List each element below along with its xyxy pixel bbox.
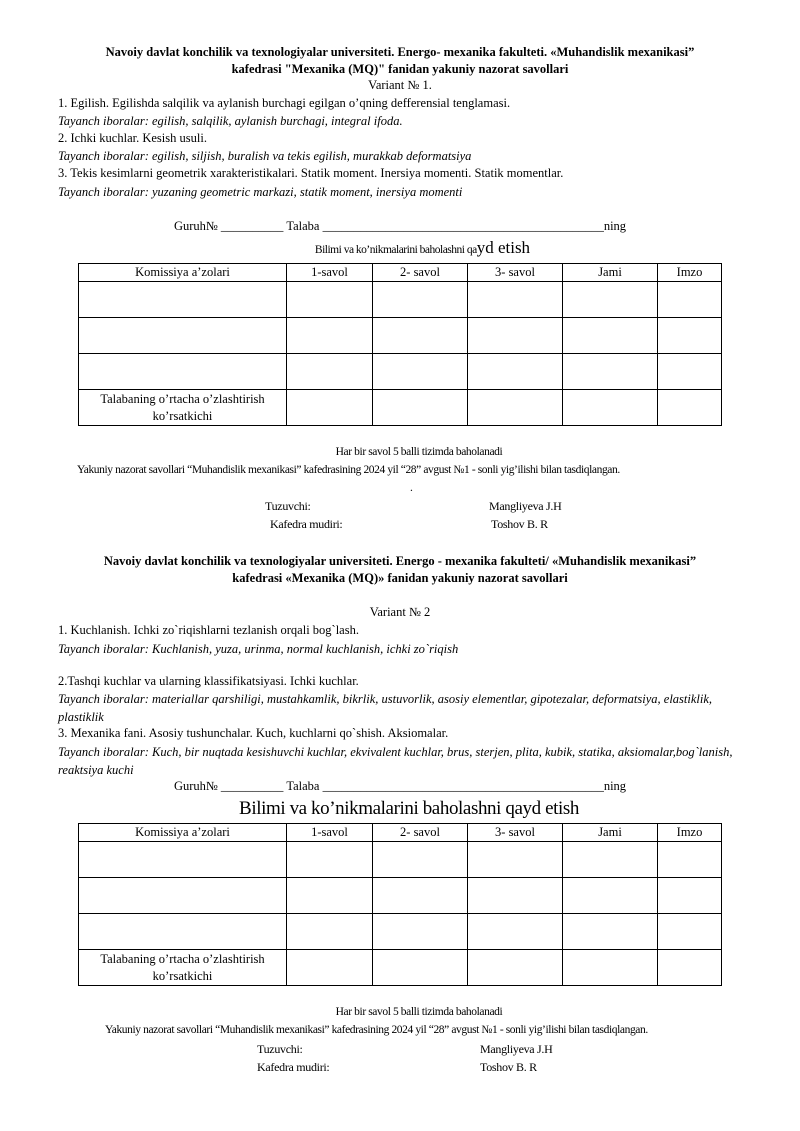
table-row (79, 282, 722, 318)
table-row (79, 318, 722, 354)
table-row-average (79, 390, 722, 426)
v1-keywords-2 (58, 147, 748, 165)
v2-keywords-label: Tayanch iboralar: (58, 642, 149, 656)
v1-question-1: 1. Egilish. Egilishda salqilik va aylanish burchagi egilgan o’qning defferensial tenglamasi. (58, 96, 511, 110)
table-cell[interactable] (563, 282, 658, 318)
v1-grading-table (78, 263, 722, 426)
table-cell[interactable] (468, 354, 563, 390)
table-header: Komissiya a’zolari (79, 824, 287, 842)
v2-head-name: Toshov B. R (480, 1060, 537, 1074)
table-cell[interactable] (373, 842, 468, 878)
table-cell[interactable] (287, 390, 373, 426)
v1-question-3: 3. Tekis kesimlarni geometrik xarakteristikalari. Statik moment. Inersiya momenti. Statik momentlar. (58, 166, 564, 180)
table-cell[interactable] (658, 914, 722, 950)
v1-head-label: Kafedra mudiri: (270, 517, 343, 531)
v1-question-2: 2. Ichki kuchlar. Kesish usuli. (58, 131, 207, 145)
v1-keywords-3 (58, 183, 748, 201)
v2-head-label: Kafedra mudiri: (257, 1060, 330, 1074)
v1-assessment-title-small: Bilimi va ko’nikmalarini baholashni qa (314, 244, 477, 256)
v2-keywords-2 (58, 690, 748, 726)
table-cell[interactable] (373, 318, 468, 354)
v2-author-label: Tuzuvchi: (257, 1042, 303, 1056)
table-header: Imzo (658, 264, 722, 282)
table-cell[interactable] (468, 318, 563, 354)
v2-question-1: 1. Kuchlanish. Ichki zo`riqishlarni tezlanish orqali bog`lash. (58, 623, 359, 637)
table-row (79, 354, 722, 390)
table-header: Komissiya a’zolari (79, 264, 287, 282)
table-header: 2- savol (373, 264, 468, 282)
table-cell[interactable] (563, 318, 658, 354)
v2-keywords-text: : Kuch, bir nuqtada kesishuvchi kuchlar, ekvivalent kuchlar, brus, sterjen, plita, kubik, statika, aksiomalar,bog`lanish, reaktsiya kuchi (58, 745, 733, 777)
v1-keywords-label: Tayanch iboralar: (58, 185, 149, 199)
table-header: Jami (563, 264, 658, 282)
table-cell[interactable] (287, 354, 373, 390)
table-cell[interactable] (79, 354, 287, 390)
table-header: 1-savol (287, 824, 373, 842)
table-cell[interactable] (658, 878, 722, 914)
average-row-label: Talabaning o’rtacha o’zlashtirish ko’rsatkichi (79, 390, 287, 426)
v2-title-line2: kafedrasi «Mexanika (MQ)» fanidan yakuniy nazorat savollari (232, 571, 568, 585)
v1-assessment-title (0, 236, 800, 260)
table-row (79, 878, 722, 914)
v2-group-student-line: Guruh№ __________ Talaba _____________________________________________ning (173, 779, 627, 793)
v2-approval-note: Yakuniy nazorat savollari “Muhandislik mexanikasi” kafedrasining 2024 yil “28” avgust №1 - sonli yig’ilishi bilan tasdiqlangan. (105, 1024, 648, 1036)
table-cell[interactable] (658, 390, 722, 426)
table-cell[interactable] (373, 390, 468, 426)
table-cell[interactable] (563, 354, 658, 390)
v2-assessment-title: Bilimi va ko’nikmalarini baholashni qayd etish (239, 798, 579, 819)
v2-keywords-label: Tayanch iboralar (58, 745, 145, 759)
table-header: 1-savol (287, 264, 373, 282)
v1-keywords-label: Tayanch iboralar: (58, 114, 149, 128)
table-cell[interactable] (373, 878, 468, 914)
v1-approval-note: Yakuniy nazorat savollari “Muhandislik mexanikasi” kafedrasining 2024 yil “28” avgust №1 - sonli yig’ilishi bilan tasdiqlangan. (77, 464, 620, 476)
table-cell[interactable] (287, 914, 373, 950)
table-cell[interactable] (287, 842, 373, 878)
table-cell[interactable] (373, 950, 468, 986)
v2-question-2: 2.Tashqi kuchlar va ularning klassifikatsiyasi. Ichki kuchlar. (58, 674, 359, 688)
v1-head-name: Toshov B. R (491, 517, 548, 531)
table-cell[interactable] (373, 354, 468, 390)
table-cell[interactable] (563, 842, 658, 878)
table-cell[interactable] (563, 950, 658, 986)
table-cell[interactable] (468, 282, 563, 318)
v1-title-line2: kafedrasi "Mexanika (MQ)" fanidan yakuniy nazorat savollari (231, 62, 569, 76)
v1-author-label: Tuzuvchi: (265, 499, 311, 513)
table-cell[interactable] (468, 842, 563, 878)
v1-keywords-text: egilish, salqilik, aylanish burchagi, integral ifoda. (148, 114, 403, 128)
table-header: 3- savol (468, 824, 563, 842)
table-cell[interactable] (658, 354, 722, 390)
table-cell[interactable] (563, 878, 658, 914)
table-cell[interactable] (658, 282, 722, 318)
table-header: Imzo (658, 824, 722, 842)
v1-author-name: Mangliyeva J.H (489, 499, 562, 513)
table-cell[interactable] (468, 390, 563, 426)
table-row (79, 842, 722, 878)
table-cell[interactable] (563, 390, 658, 426)
v1-group-student-line: Guruh№ __________ Talaba _____________________________________________ning (173, 219, 627, 233)
table-cell[interactable] (287, 950, 373, 986)
v1-keywords-text: egilish, siljish, buralish va tekis egilish, murakkab deformatsiya (148, 149, 472, 163)
table-cell[interactable] (563, 914, 658, 950)
table-cell[interactable] (287, 878, 373, 914)
v1-keywords-text: yuzaning geometric markazi, statik moment, inersiya momenti (148, 185, 463, 199)
table-row-average (79, 950, 722, 986)
table-cell[interactable] (79, 282, 287, 318)
v2-keywords-1 (58, 640, 748, 658)
v1-dot: . (410, 482, 413, 494)
v1-keywords-1 (58, 112, 748, 130)
table-cell[interactable] (658, 950, 722, 986)
table-header: 3- savol (468, 264, 563, 282)
table-cell[interactable] (79, 914, 287, 950)
table-cell[interactable] (468, 950, 563, 986)
v2-title-line1: Navoiy davlat konchilik va texnologiyalar universiteti. Energo - mexanika fakulteti/ «Muhandislik mexanikasi” (103, 554, 697, 568)
table-cell[interactable] (658, 842, 722, 878)
v2-grading-table (78, 823, 722, 986)
table-cell[interactable] (373, 914, 468, 950)
table-cell[interactable] (468, 878, 563, 914)
table-cell[interactable] (658, 318, 722, 354)
average-row-label: Talabaning o’rtacha o’zlashtirish ko’rsatkichi (79, 950, 287, 986)
table-header: Jami (563, 824, 658, 842)
table-cell[interactable] (287, 318, 373, 354)
table-cell[interactable] (373, 282, 468, 318)
table-cell[interactable] (79, 318, 287, 354)
v2-author-name: Mangliyeva J.H (480, 1042, 553, 1056)
v2-variant-label: Variant № 2 (369, 605, 431, 619)
v1-grading-note: Har bir savol 5 balli tizimda baholanadi (335, 446, 503, 458)
v1-variant-label: Variant № 1. (368, 78, 432, 92)
table-cell[interactable] (79, 842, 287, 878)
v1-assessment-title-big: yd etish (476, 238, 531, 257)
table-cell[interactable] (79, 878, 287, 914)
table-row (79, 914, 722, 950)
table-header: 2- savol (373, 824, 468, 842)
v1-keywords-label: Tayanch iboralar: (58, 149, 149, 163)
table-cell[interactable] (287, 282, 373, 318)
v2-keywords-label: Tayanch iboralar: (58, 692, 149, 706)
v2-keywords-text: Kuchlanish, yuza, urinma, normal kuchlanish, ichki zo`riqish (148, 642, 459, 656)
v2-keywords-3 (58, 743, 748, 779)
table-cell[interactable] (468, 914, 563, 950)
v2-question-3: 3. Mexanika fani. Asosiy tushunchalar. Kuch, kuchlarni qo`shish. Aksiomalar. (58, 726, 449, 740)
v2-keywords-text: materiallar qarshiligi, mustahkamlik, bikrlik, ustuvorlik, asosiy elementlar, gipotezalar, deformatsiya, elastiklik, plastiklik (58, 692, 713, 724)
v1-title-line1: Navoiy davlat konchilik va texnologiyalar universiteti. Energo- mexanika fakulteti. «Muhandislik mexanikasi” (105, 45, 695, 59)
v2-grading-note: Har bir savol 5 balli tizimda baholanadi (335, 1006, 503, 1018)
